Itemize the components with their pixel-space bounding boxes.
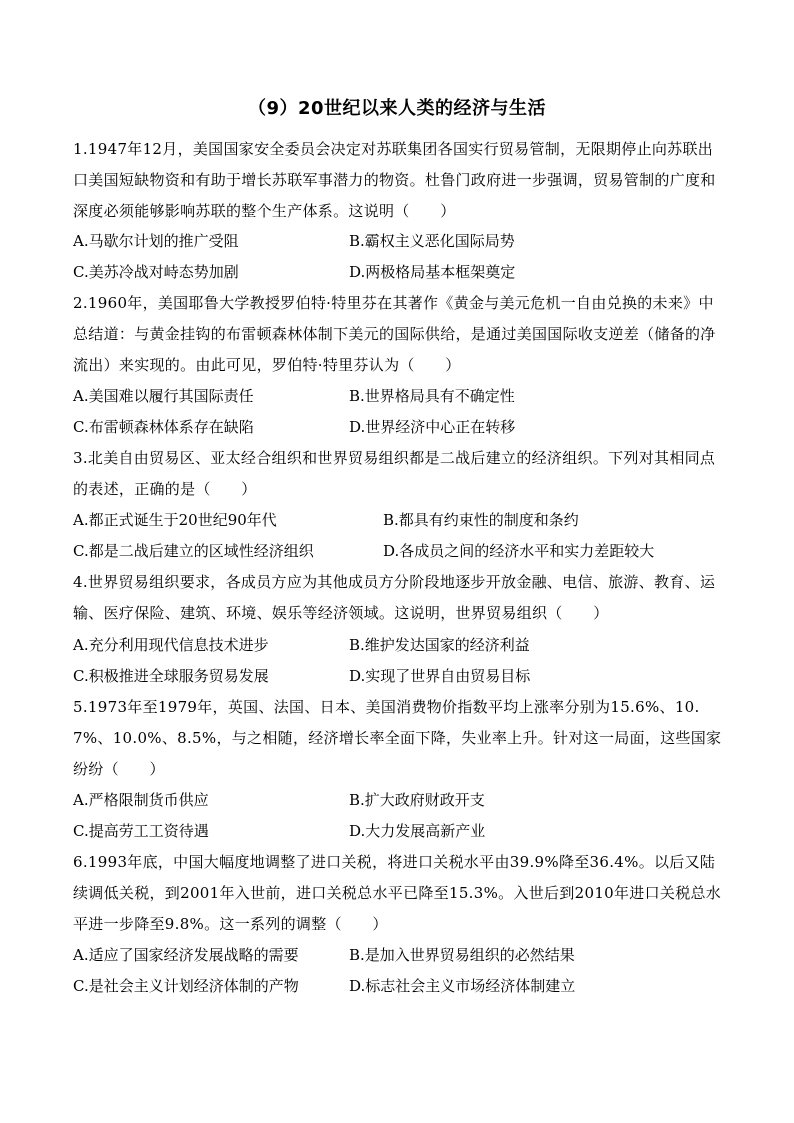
question-4-option-b: B.维护发达国家的经济利益 bbox=[349, 636, 530, 654]
question-6-stem: 6.1993年底，中国大幅度地调整了进口关税，将进口关税水平由39.9%降至36.4%。以后又陆续调低关税，到2001年入世前，进口关税总水平已降至15.3%。入世后到2010年进口关税总水平进一步降至9.8%。这一系列的调整（ ） bbox=[73, 853, 722, 933]
question-3-option-c: C.都是二战后建立的区域性经济组织 bbox=[73, 542, 314, 560]
question-3-stem: 3.北美自由贸易区、亚太经合组织和世界贸易组织都是二战后建立的经济组织。下列对其相同点的表述，正确的是（ ） bbox=[73, 449, 716, 498]
question-2-option-d: D.世界经济中心正在转移 bbox=[349, 418, 516, 436]
question-6-option-a: A.适应了国家经济发展战略的需要 bbox=[73, 946, 299, 964]
question-5-option-c: C.提高劳工工资待遇 bbox=[73, 822, 209, 840]
question-2-option-a: A.美国难以履行其国际责任 bbox=[73, 387, 254, 405]
question-1-option-c: C.美苏冷战对峙态势加剧 bbox=[73, 263, 239, 281]
question-2-option-c: C.布雷顿森林体系存在缺陷 bbox=[73, 418, 254, 436]
page-title: （9）20世纪以来人类的经济与生活 bbox=[247, 98, 547, 119]
question-4-options bbox=[73, 630, 725, 692]
question-3-options bbox=[73, 505, 725, 567]
question-1-option-a: A.马歇尔计划的推广受阻 bbox=[73, 232, 239, 250]
question-1-option-d: D.两极格局基本框架奠定 bbox=[349, 263, 516, 281]
question-6-option-b: B.是加入世界贸易组织的必然结果 bbox=[349, 946, 575, 964]
question-3-option-b: B.都具有约束性的制度和条约 bbox=[383, 511, 579, 529]
question-1-options bbox=[73, 226, 725, 288]
question-2-stem: 2.1960年，美国耶鲁大学教授罗伯特·特里芬在其著作《黄金与美元危机一自由兑换的未来》中总结道：与黄金挂钩的布雷顿森林体制下美元的国际供给，是通过美国国际收支逆差（储备的净流出）来实现的。由此可见，罗伯特·特里芬认为（ ） bbox=[73, 294, 716, 374]
question-5-options bbox=[73, 785, 725, 847]
question-5-stem: 5.1973年至1979年，英国、法国、日本、美国消费物价指数平均上涨率分别为15.6%、10.7%、10.0%、8.5%，与之相随，经济增长率全面下降，失业率上升。针对这一局面，这些国家纷纷（ ） bbox=[73, 698, 722, 778]
question-4-option-d: D.实现了世界自由贸易目标 bbox=[349, 667, 531, 685]
question-2-option-b: B.世界格局具有不确定性 bbox=[349, 387, 515, 405]
question-5-option-a: A.严格限制货币供应 bbox=[73, 791, 209, 809]
question-3-option-d: D.各成员之间的经济水平和实力差距较大 bbox=[383, 542, 655, 560]
question-6-option-c: C.是社会主义计划经济体制的产物 bbox=[73, 977, 299, 995]
question-3-option-a: A.都正式诞生于20世纪90年代 bbox=[73, 511, 277, 529]
question-2-options bbox=[73, 381, 725, 443]
question-4-stem: 4.世界贸易组织要求，各成员方应为其他成员方分阶段地逐步开放金融、电信、旅游、教育、运输、医疗保险、建筑、环境、娱乐等经济领域。这说明，世界贸易组织（ ） bbox=[73, 573, 716, 622]
question-5-option-b: B.扩大政府财政开支 bbox=[349, 791, 485, 809]
question-4-option-a: A.充分利用现代信息技术进步 bbox=[73, 636, 269, 654]
question-5-option-d: D.大力发展高新产业 bbox=[349, 822, 486, 840]
question-1-stem: 1.1947年12月，美国国家安全委员会决定对苏联集团各国实行贸易管制，无限期停止向苏联出口美国短缺物资和有助于增长苏联军事潜力的物资。杜鲁门政府进一步强调，贸易管制的广度和深度必须能够影响苏联的整个生产体系。这说明（ ） bbox=[73, 140, 716, 220]
question-4-option-c: C.积极推进全球服务贸易发展 bbox=[73, 667, 269, 685]
question-1-option-b: B.霸权主义恶化国际局势 bbox=[349, 232, 515, 250]
question-6-options bbox=[73, 940, 725, 1002]
question-6-option-d: D.标志社会主义市场经济体制建立 bbox=[349, 977, 576, 995]
